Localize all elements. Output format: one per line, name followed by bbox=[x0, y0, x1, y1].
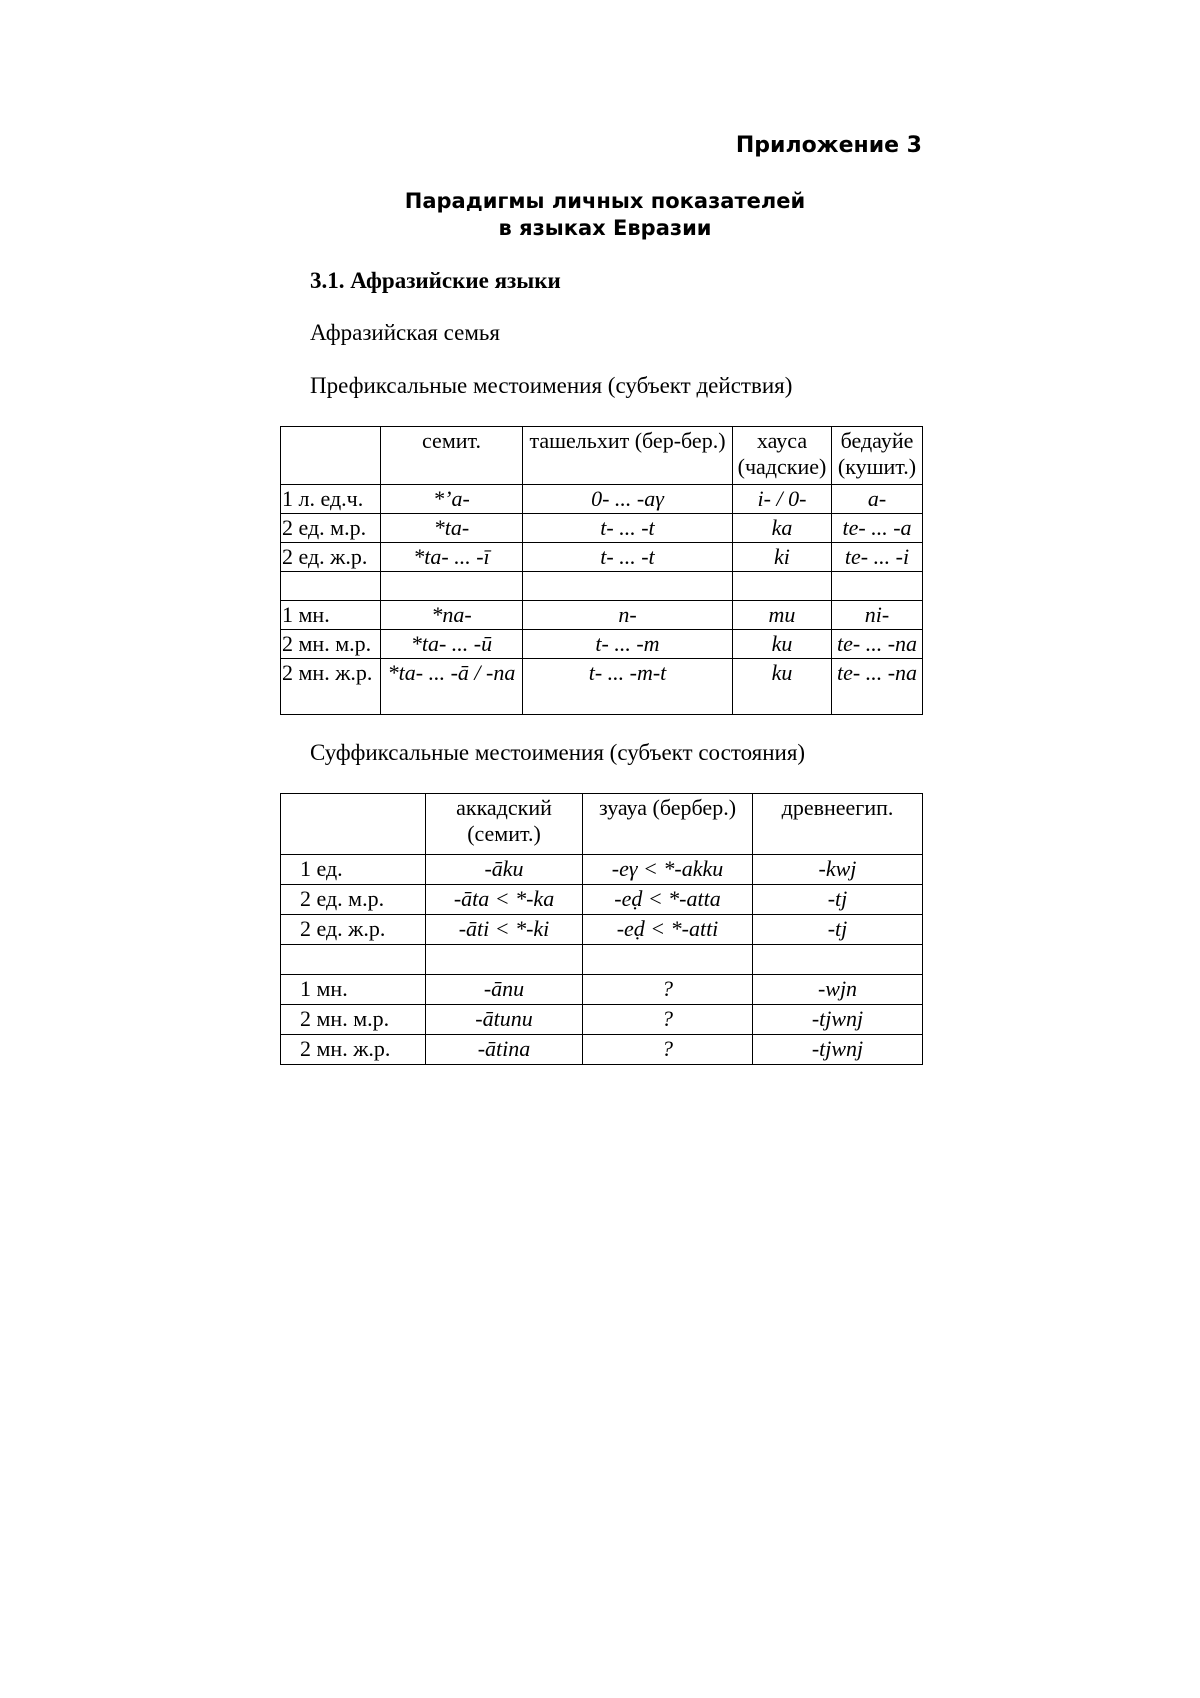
page-title-line-1: Парадигмы личных показателей bbox=[404, 189, 806, 213]
table-cell: ? bbox=[583, 1005, 753, 1035]
table-cell: -ānu bbox=[426, 975, 583, 1005]
table-cell: mu bbox=[733, 601, 832, 630]
table-cell bbox=[281, 572, 381, 601]
table-cell: te- ... -a bbox=[832, 514, 923, 543]
header-cell bbox=[281, 794, 426, 855]
table-cell: t- ... -m-t bbox=[523, 659, 733, 715]
table-cell: 0- ... -aγ bbox=[523, 485, 733, 514]
row-label: 1 мн. bbox=[281, 975, 426, 1005]
row-label: 1 ед. bbox=[281, 855, 426, 885]
table-cell: ? bbox=[583, 975, 753, 1005]
table-cell: ku bbox=[733, 659, 832, 715]
table-cell: -wjn bbox=[753, 975, 923, 1005]
table-cell: -ātunu bbox=[426, 1005, 583, 1035]
table-row bbox=[281, 601, 923, 630]
header-cell: семит. bbox=[381, 427, 523, 485]
table-cell: te- ... -i bbox=[832, 543, 923, 572]
row-label: 2 ед. ж.р. bbox=[281, 915, 426, 945]
table-cell: *na- bbox=[381, 601, 523, 630]
table-cell: a- bbox=[832, 485, 923, 514]
table-cell: *ta- ... -ā / -na bbox=[381, 659, 523, 715]
table-row bbox=[281, 975, 923, 1005]
table-cell: -eḍ < *-atti bbox=[583, 915, 753, 945]
table-cell bbox=[523, 572, 733, 601]
table-cell: te- ... -na bbox=[832, 630, 923, 659]
header-cell: ташельхит (бер-бер.) bbox=[523, 427, 733, 485]
suffix-pronouns-table bbox=[280, 793, 923, 1065]
row-label: 1 л. ед.ч. bbox=[281, 485, 381, 514]
table-row bbox=[281, 915, 923, 945]
header-cell: древнеегип. bbox=[753, 794, 923, 855]
section-heading: 3.1. Афразийские языки bbox=[310, 268, 561, 293]
table-row bbox=[281, 885, 923, 915]
table-row bbox=[281, 1035, 923, 1065]
table-row bbox=[281, 514, 923, 543]
row-label: 2 мн. ж.р. bbox=[281, 1035, 426, 1065]
table-row bbox=[281, 630, 923, 659]
table-cell: ni- bbox=[832, 601, 923, 630]
table2-caption: Суффиксальные местоимения (субъект состояния) bbox=[310, 740, 806, 765]
table-cell: -tjwnj bbox=[753, 1035, 923, 1065]
prefix-pronouns-table bbox=[280, 426, 923, 715]
header-cell: аккадский (семит.) bbox=[426, 794, 583, 855]
table-cell: -āku bbox=[426, 855, 583, 885]
table-cell: -kwj bbox=[753, 855, 923, 885]
appendix-label: Приложение 3 bbox=[735, 133, 922, 158]
row-label: 2 мн. м.р. bbox=[281, 1005, 426, 1035]
table-cell: *ta- bbox=[381, 514, 523, 543]
header-cell bbox=[281, 427, 381, 485]
table-cell bbox=[583, 945, 753, 975]
table-cell: *’a- bbox=[381, 485, 523, 514]
table-cell bbox=[733, 572, 832, 601]
table-row bbox=[281, 659, 923, 715]
table-cell: *ta- ... -ī bbox=[381, 543, 523, 572]
table-cell bbox=[426, 945, 583, 975]
table-row-spacer bbox=[281, 945, 923, 975]
row-label: 2 ед. м.р. bbox=[281, 514, 381, 543]
row-label: 2 ед. ж.р. bbox=[281, 543, 381, 572]
page-title-line-2: в языках Евразии bbox=[498, 216, 712, 240]
table-cell: i- / 0- bbox=[733, 485, 832, 514]
table-cell: t- ... -t bbox=[523, 514, 733, 543]
table-row-spacer bbox=[281, 572, 923, 601]
table1-caption: Префиксальные местоимения (субъект действия) bbox=[310, 373, 793, 398]
table-header-row bbox=[281, 794, 923, 855]
table-row bbox=[281, 855, 923, 885]
table-cell: ku bbox=[733, 630, 832, 659]
table-row bbox=[281, 485, 923, 514]
header-cell: хауса (чадские) bbox=[733, 427, 832, 485]
row-label: 1 мн. bbox=[281, 601, 381, 630]
table-cell bbox=[281, 945, 426, 975]
table-row bbox=[281, 1005, 923, 1035]
header-cell: бедауйе (кушит.) bbox=[832, 427, 923, 485]
table-cell: -āti < *-ki bbox=[426, 915, 583, 945]
table-cell bbox=[832, 572, 923, 601]
table-cell: -tjwnj bbox=[753, 1005, 923, 1035]
family-label: Афразийская семья bbox=[310, 320, 500, 345]
table-cell: ? bbox=[583, 1035, 753, 1065]
table-cell: -tj bbox=[753, 885, 923, 915]
row-label: 2 ед. м.р. bbox=[281, 885, 426, 915]
table-cell: -ātina bbox=[426, 1035, 583, 1065]
table-header-row bbox=[281, 427, 923, 485]
table-cell: ki bbox=[733, 543, 832, 572]
table-cell: te- ... -na bbox=[832, 659, 923, 715]
table-cell: ka bbox=[733, 514, 832, 543]
table-cell: -āta < *-ka bbox=[426, 885, 583, 915]
row-label: 2 мн. ж.р. bbox=[281, 659, 381, 715]
table-cell bbox=[753, 945, 923, 975]
table-cell: *ta- ... -ū bbox=[381, 630, 523, 659]
table-cell: t- ... -t bbox=[523, 543, 733, 572]
table-row bbox=[281, 543, 923, 572]
table-cell: -tj bbox=[753, 915, 923, 945]
header-cell: зуауа (бербер.) bbox=[583, 794, 753, 855]
table-cell: n- bbox=[523, 601, 733, 630]
table-cell: -eγ < *-akku bbox=[583, 855, 753, 885]
page-title bbox=[290, 188, 920, 242]
table-cell: t- ... -m bbox=[523, 630, 733, 659]
row-label: 2 мн. м.р. bbox=[281, 630, 381, 659]
table-cell: -eḍ < *-atta bbox=[583, 885, 753, 915]
table-cell bbox=[381, 572, 523, 601]
